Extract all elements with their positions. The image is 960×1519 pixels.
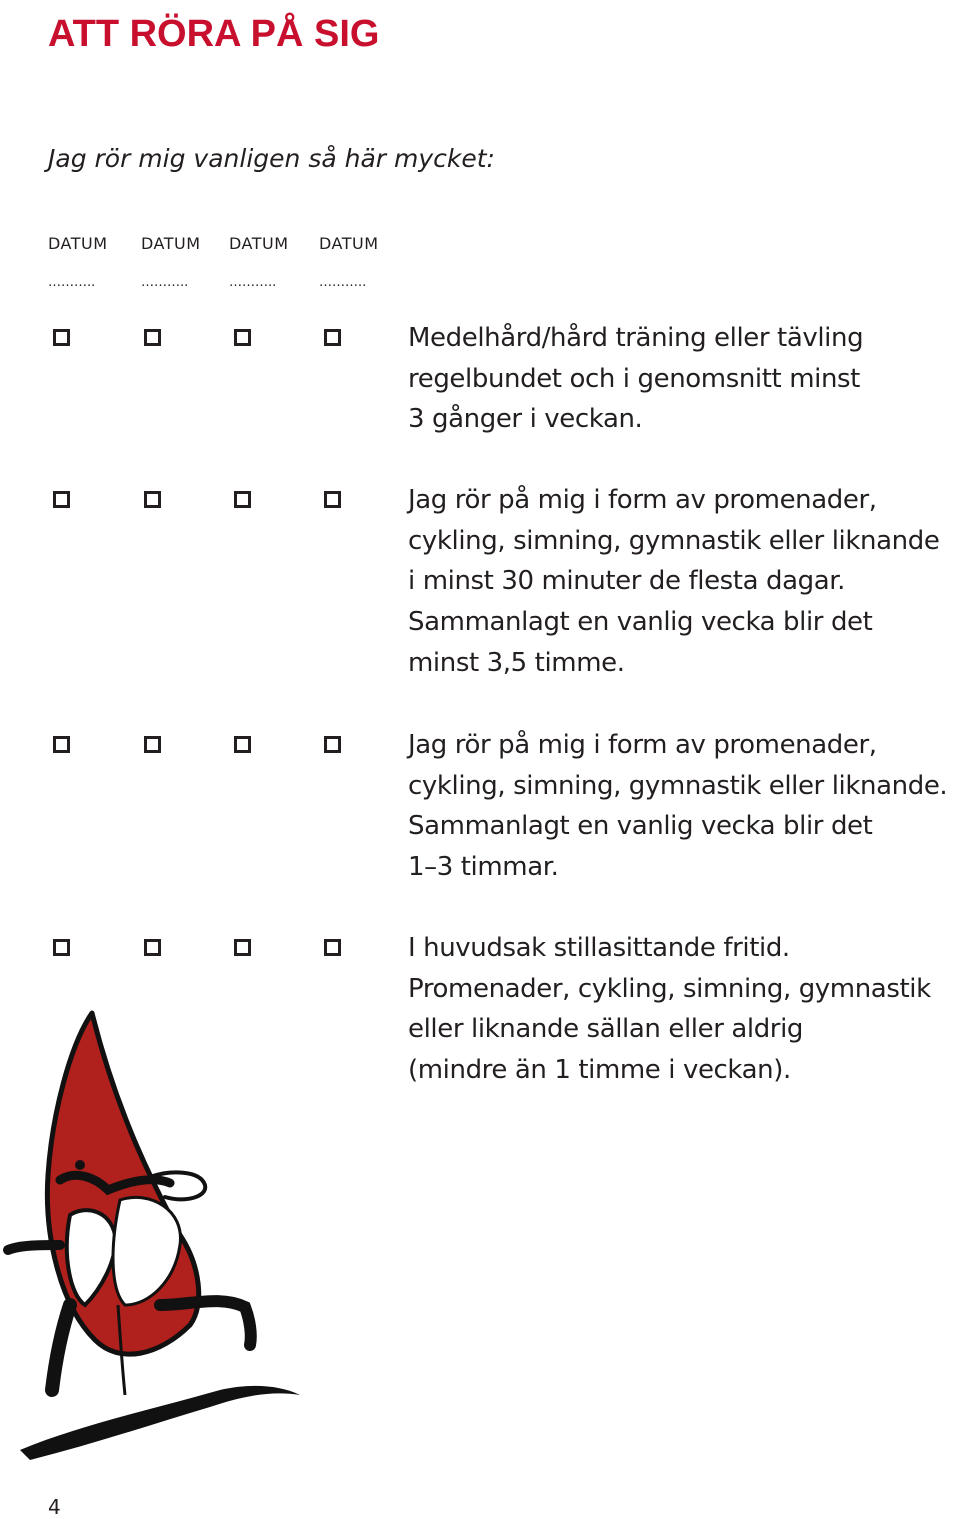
option-2-date-1-checkbox[interactable] [53, 491, 70, 508]
option-3-date-3-checkbox[interactable] [234, 736, 251, 753]
option-4-date-3-checkbox[interactable] [234, 939, 251, 956]
option-1-date-1-checkbox[interactable] [53, 329, 70, 346]
option-1-date-2-checkbox[interactable] [144, 329, 161, 346]
option-3-date-1-checkbox[interactable] [53, 736, 70, 753]
option-3-date-4-checkbox[interactable] [324, 736, 341, 753]
form-question: Jag rör mig vanligen så här mycket: [48, 144, 495, 173]
option-1-date-3-checkbox[interactable] [234, 329, 251, 346]
option-2-date-2-checkbox[interactable] [144, 491, 161, 508]
date-label: DATUM [229, 234, 289, 253]
option-2-text: Jag rör på mig i form av promenader, cykling, simning, gymnastik eller liknande i minst 30 minuter de flesta dagar. Sammanlagt en vanlig vecka blir det minst 3,5 timme. [408, 485, 940, 678]
option-4-date-4-checkbox[interactable] [324, 939, 341, 956]
date-column-1 [48, 234, 138, 290]
date-blank-field[interactable]: ……….. [141, 275, 189, 290]
date-blank-field[interactable]: ……….. [229, 275, 277, 290]
option-1-date-4-checkbox[interactable] [324, 329, 341, 346]
option-3-text: Jag rör på mig i form av promenader, cykling, simning, gymnastik eller liknande. Sammanlagt en vanlig vecka blir det 1–3 timmar. [408, 730, 948, 883]
option-2-date-3-checkbox[interactable] [234, 491, 251, 508]
option-2-date-4-checkbox[interactable] [324, 491, 341, 508]
date-label: DATUM [48, 234, 108, 253]
date-label: DATUM [319, 234, 379, 253]
running-figure-illustration [0, 1005, 320, 1465]
option-4-date-2-checkbox[interactable] [144, 939, 161, 956]
page-title: ATT RÖRA PÅ SIG [48, 13, 380, 55]
date-column-2 [141, 234, 231, 290]
option-3-date-2-checkbox[interactable] [144, 736, 161, 753]
option-4-date-1-checkbox[interactable] [53, 939, 70, 956]
date-column-3 [229, 234, 319, 290]
date-blank-field[interactable]: ……….. [319, 275, 367, 290]
page-number: 4 [48, 1495, 61, 1519]
option-4-text: I huvudsak stillasittande fritid. Promenader, cykling, simning, gymnastik eller liknande sällan eller aldrig (mindre än 1 timme i veckan). [408, 933, 931, 1086]
option-1-text: Medelhård/hård träning eller tävling regelbundet och i genomsnitt minst 3 gånger i veckan. [408, 323, 864, 435]
date-label: DATUM [141, 234, 201, 253]
date-blank-field[interactable]: ……….. [48, 275, 96, 290]
date-column-4 [319, 234, 409, 290]
